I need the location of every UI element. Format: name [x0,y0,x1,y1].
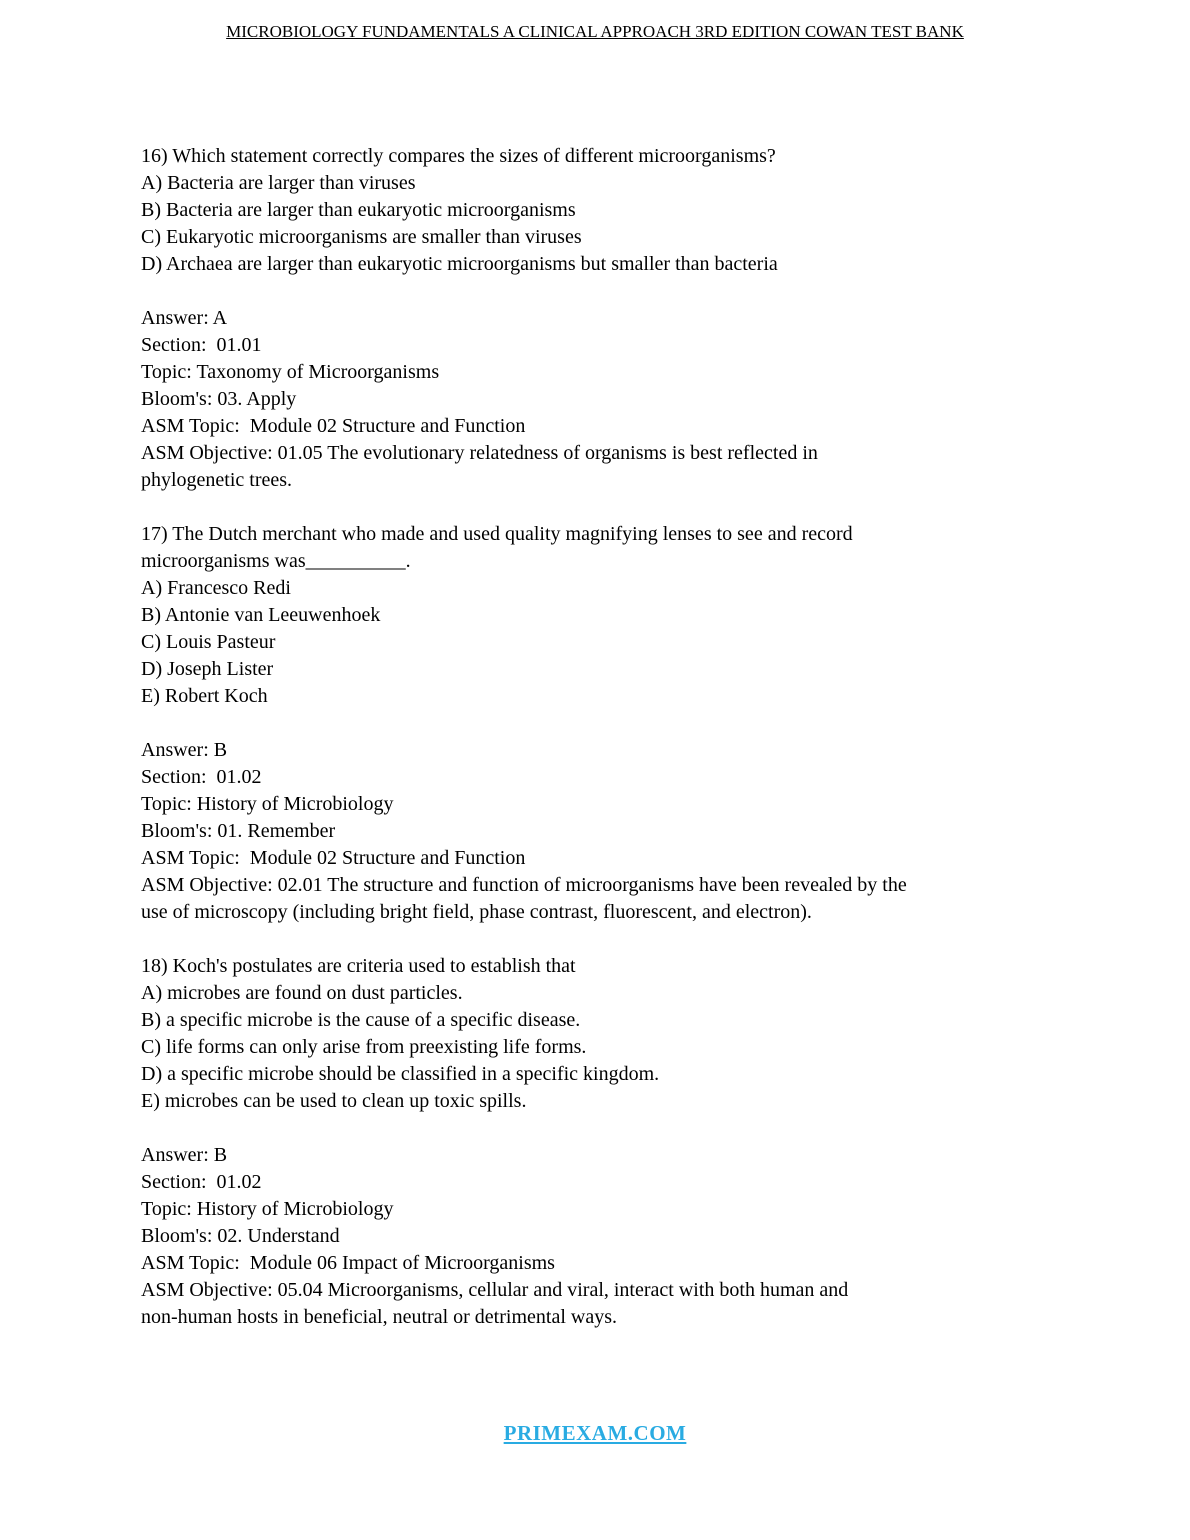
asm-topic-line: ASM Topic: Module 02 Structure and Function [141,847,526,869]
answer-line: Answer: B [141,739,228,761]
question-17-option-b: B) Antonie van Leeuwenhoek [141,604,381,626]
document-title: MICROBIOLOGY FUNDAMENTALS A CLINICAL APPROACH 3RD EDITION COWAN TEST BANK [226,22,964,41]
question-17-stem-2: microorganisms was__________. [141,550,411,572]
question-17-option-d: D) Joseph Lister [141,658,274,680]
asm-objective-line-2: non-human hosts in beneficial, neutral or detrimental ways. [141,1306,617,1328]
question-17-option-a: A) Francesco Redi [141,577,291,599]
asm-objective-line: ASM Objective: 02.01 The structure and function of microorganisms have been revealed by the [141,874,907,896]
asm-objective-line-2: use of microscopy (including bright field, phase contrast, fluorescent, and electron). [141,901,812,923]
blooms-line: Bloom's: 02. Understand [141,1225,340,1247]
asm-objective-line: ASM Objective: 05.04 Microorganisms, cellular and viral, interact with both human and [141,1279,849,1301]
question-17-stem: 17) The Dutch merchant who made and used quality magnifying lenses to see and record [141,523,853,545]
question-16-option-a: A) Bacteria are larger than viruses [141,172,416,194]
asm-topic-line: ASM Topic: Module 02 Structure and Function [141,415,526,437]
question-18 [141,953,1130,1115]
topic-line: Topic: History of Microbiology [141,793,394,815]
answer-line: Answer: A [141,307,228,329]
blooms-line: Bloom's: 01. Remember [141,820,336,842]
question-17-option-c: C) Louis Pasteur [141,631,276,653]
question-18-stem: 18) Koch's postulates are criteria used to establish that [141,955,576,977]
section-line: Section: 01.01 [141,334,262,356]
question-18-option-d: D) a specific microbe should be classified in a specific kingdom. [141,1063,660,1085]
question-16-stem: 16) Which statement correctly compares the sizes of different microorganisms? [141,145,776,167]
question-16-option-d: D) Archaea are larger than eukaryotic microorganisms but smaller than bacteria [141,253,778,275]
question-18-option-a: A) microbes are found on dust particles. [141,982,463,1004]
section-line: Section: 01.02 [141,1171,262,1193]
question-16-answer-block [141,305,1130,494]
question-18-answer-block [141,1142,1130,1331]
question-18-option-e: E) microbes can be used to clean up toxic spills. [141,1090,527,1112]
asm-objective-line: ASM Objective: 01.05 The evolutionary relatedness of organisms is best reflected in [141,442,818,464]
topic-line: Topic: Taxonomy of Microorganisms [141,361,440,383]
question-17 [141,521,1130,710]
question-16 [141,143,1130,278]
section-line: Section: 01.02 [141,766,262,788]
blooms-line: Bloom's: 03. Apply [141,388,297,410]
footer-link[interactable]: PRIMEXAM.COM [503,1421,687,1445]
question-18-option-c: C) life forms can only arise from preexisting life forms. [141,1036,587,1058]
answer-line: Answer: B [141,1144,228,1166]
asm-objective-line-2: phylogenetic trees. [141,469,293,491]
question-18-option-b: B) a specific microbe is the cause of a specific disease. [141,1009,581,1031]
question-17-answer-block [141,737,1130,926]
asm-topic-line: ASM Topic: Module 06 Impact of Microorganisms [141,1252,555,1274]
question-16-option-c: C) Eukaryotic microorganisms are smaller than viruses [141,226,582,248]
question-16-option-b: B) Bacteria are larger than eukaryotic microorganisms [141,199,576,221]
topic-line: Topic: History of Microbiology [141,1198,394,1220]
question-17-option-e: E) Robert Koch [141,685,268,707]
document-body [141,143,1130,1331]
page-footer [0,1421,1190,1446]
